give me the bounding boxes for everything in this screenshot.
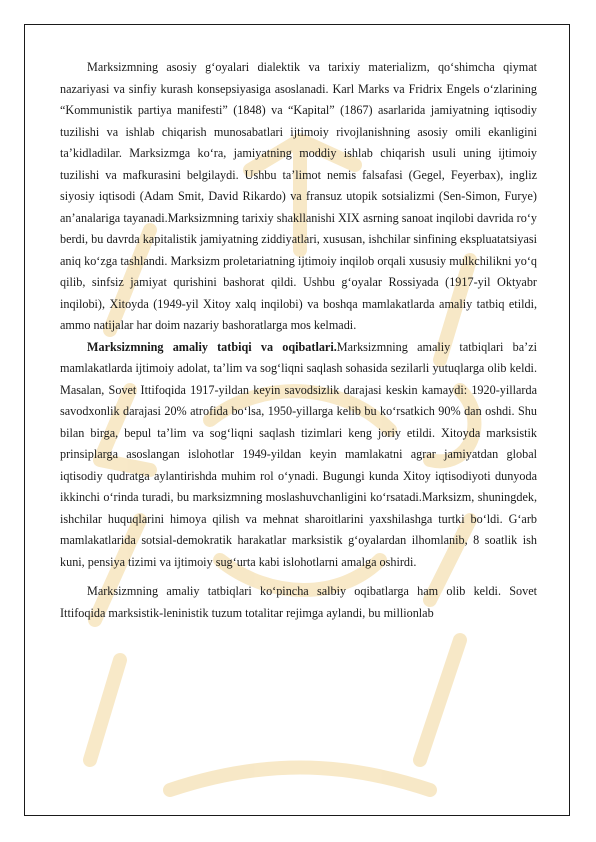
paragraph-2 <box>60 337 537 574</box>
paragraph-3-text: Marksizmning amaliy tatbiqlari ko‘pincha salbiy oqibatlarga ham olib keldi. Sovet Ittifoqida marksistik-leninistik tuzum totalitar rejimga aylandi, bu millionlab <box>60 584 537 620</box>
paragraph-1 <box>60 57 537 337</box>
document-body <box>60 57 537 624</box>
paragraph-3 <box>60 581 537 624</box>
paragraph-2-bold-lead: Marksizmning amaliy tatbiqi va oqibatlari. <box>87 339 337 354</box>
paragraph-1-text: Marksizmning asosiy g‘oyalari dialektik va tarixiy materializm, qo‘shimcha qiymat nazariyasi va sinfiy kurash konsepsiyasiga asoslanadi. Karl Marks va Fridrix Engels o‘zlarining “Kommunistik partiya manifesti” (1848) va “Kapital” (1867) asarlarida jamiyatning iqtisodiy tuzilishi va ishlab chiqarish munosabatlari ijtimoiy rivojlanishning asosiy omili ekanligini ta’kidladilar. Marksizmga ko‘ra, jamiyatning moddiy ishlab chiqarish usuli uning ijtimoiy tuzilishi va mafkurasini belgilaydi. Ushbu ta’limot nemis falsafasi (Gegel, Feyerbax), ingliz siyosiy iqtisodi (Adam Smit, David Rikardo) va fransuz utopik sotsializmi (Sen-Simon, Furye) an’analariga tayanadi.Marksizmning tarixiy shakllanishi XIX asrning sanoat inqilobi davrida ro‘y berdi, bu davrda kapitalistik jamiyatning ziddiyatlari, xususan, ishchilar sinfining ekspluatatsiyasi aniq ko‘zga tashlandi. Marksizm proletariatning ijtimoiy inqilob orqali xususiy mulkchilikni yo‘q qilib, sinfsiz jamiyat qurishini bashorat qildi. Ushbu g‘oyalar Rossiyada (1917-yil Oktyabr inqilobi), Xitoyda (1949-yil Xitoy xalq inqilobi) va boshqa mamlakatlarda amaliy tatbiq etildi, ammo natijalar har doim nazariy bashoratlarga mos kelmadi. <box>60 60 537 332</box>
paragraph-2-text: Marksizmning amaliy tatbiqlari ba’zi mamlakatlarda ijtimoiy adolat, ta’lim va sog‘liqni saqlash sohasida sezilarli yutuqlarga olib keldi. Masalan, Sovet Ittifoqida 1917-yildan keyin savodsizlik darajasi keskin kamaydi: 1920-yillarda savodxonlik darajasi 20% atrofida bo‘lsa, 1950-yillarga kelib bu ko‘rsatkich 90% dan oshdi. Shu bilan birga, bepul ta’lim va sog‘liqni saqlash tizimlari keng joriy etildi. Xitoyda marksistik prinsiplarga asoslangan islohotlar 1949-yildan keyin mamlakatni agrar jamiyatdan global iqtisodiy qudratga aylantirishda muhim rol o‘ynadi. Bugungi kunda Xitoy iqtisodiyoti dunyoda ikkinchi o‘rinda turadi, bu marksizmning moslashuvchanligini ko‘rsatadi.Marksizm, shuningdek, ishchilar huquqlarini himoya qilish va mehnat sharoitlarini yaxshilashga turtki bo‘ldi. G‘arb mamlakatlarida sotsial-demokratik harakatlar marksistik g‘oyalardan ilhomlanib, 8 soatlik ish kuni, pensiya tizimi va ijtimoiy sug‘urta kabi islohotlarni amalga oshirdi. <box>60 339 537 569</box>
